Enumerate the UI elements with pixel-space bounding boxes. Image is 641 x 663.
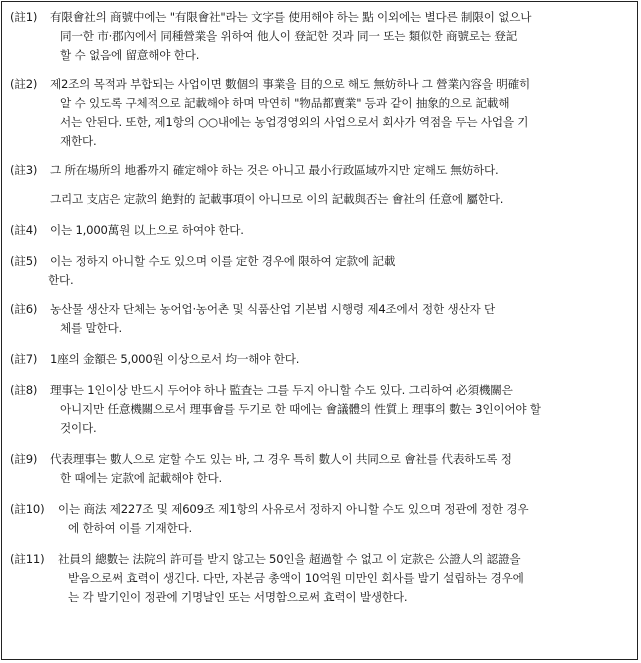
- note-line: 理事는 1인이상 반드시 두어야 하나 監査는 그를 두지 아니할 수도 있다. 그리하여 必須機關은: [50, 383, 513, 397]
- note-line: 그 所在場所의 地番까지 確定해야 하는 것은 아니고 最小行政區域까지만 定해도 無妨하다.: [50, 163, 499, 177]
- note-line: 代表理事는 數人으로 定할 수도 있는 바, 그 경우 특히 數人이 共同으로 會社를 代表하도록 정: [50, 452, 512, 466]
- note-line: 이는 정하지 아니할 수도 있으며 이를 定한 경우에 限하여 定款에 記載: [50, 254, 396, 268]
- note-line: 체를 말한다.: [60, 321, 122, 335]
- note-8: [10, 381, 629, 438]
- note-line: 재한다.: [60, 134, 97, 148]
- note-label: (註6): [10, 302, 38, 316]
- note-label: (註1): [10, 10, 38, 24]
- note-line: 받음으로써 효력이 생긴다. 다만, 자본금 총액이 10억원 미만인 회사를 발기 설립하는 경우에: [68, 571, 524, 585]
- note-line: 서는 안된다. 또한, 제1항의 ○○내에는 농업경영외의 사업으로서 회사가 역점을 두는 사업을 기: [60, 115, 529, 129]
- note-line: 할 수 없음에 留意해야 한다.: [60, 48, 200, 62]
- note-3: [10, 161, 629, 180]
- note-line: 한 때에는 定款에 記載해야 한다.: [60, 471, 222, 485]
- note-label: (註4): [10, 223, 38, 237]
- note-label: (註2): [10, 77, 38, 91]
- note-label: (註7): [10, 352, 38, 366]
- note-line: 同一한 市·郡內에서 同種營業을 위하여 他人이 登記한 것과 同一 또는 類似한 商號로는 登記: [60, 29, 518, 43]
- note-label: (註10): [10, 502, 45, 516]
- notes-content: [2, 2, 637, 607]
- note-label: (註8): [10, 383, 38, 397]
- note-paragraph: 그리고 支店은 定款의 絶對的 記載事項이 아니므로 이의 記載與否는 會社의 任意에 屬한다.: [50, 192, 504, 206]
- note-4: [10, 221, 629, 240]
- note-line: 有限會社의 商號中에는 "有限會社"라는 文字를 使用해야 하는 點 이외에는 별다른 制限이 없으나: [50, 10, 532, 24]
- note-label: (註11): [10, 552, 45, 566]
- note-line: 이는 1,000萬원 以上으로 하여야 한다.: [50, 223, 244, 237]
- note-7: [10, 350, 629, 369]
- note-line: 이는 商法 제227조 및 제609조 제1항의 사유로서 정하지 아니할 수도 있으며 정관에 정한 경우: [58, 502, 529, 516]
- note-line: 한다.: [48, 273, 74, 287]
- note-line: 에 한하여 이를 기재한다.: [68, 521, 192, 535]
- note-line: 농산물 생산자 단체는 농어업·농어촌 및 식품산업 기본법 시행령 제4조에서 정한 생산자 단: [50, 302, 495, 316]
- note-line: 1座의 金額은 5,000원 이상으로서 均一해야 한다.: [50, 352, 300, 366]
- note-3-extra: [10, 190, 629, 209]
- note-2: [10, 75, 629, 151]
- note-label: (註9): [10, 452, 38, 466]
- note-line: 제2조의 목적과 부합되는 사업이면 數個의 事業을 目的으로 해도 無妨하나 그 營業內容을 明確히: [50, 77, 531, 91]
- note-line: 社員의 總數는 法院의 許可를 받지 않고는 50인을 超過할 수 없고 이 定款은 公證人의 認證을: [58, 552, 521, 566]
- note-6: [10, 300, 629, 338]
- note-line: 것이다.: [60, 421, 97, 435]
- note-line: 아니지만 任意機關으로서 理事會를 두기로 한 때에는 會議體의 性質上 理事의 數는 3인이어야 할: [60, 402, 541, 416]
- note-5: [10, 252, 629, 290]
- note-1: [10, 8, 629, 65]
- note-line: 는 각 발기인이 정관에 기명날인 또는 서명함으로써 효력이 발생한다.: [68, 590, 408, 604]
- note-label: (註5): [10, 254, 38, 268]
- note-9: [10, 450, 629, 488]
- notes-panel: [1, 1, 638, 660]
- note-label: (註3): [10, 163, 38, 177]
- note-11: [10, 550, 629, 607]
- note-10: [10, 500, 629, 538]
- note-line: 알 수 있도록 구체적으로 記載해야 하며 막연히 "物品都賣業" 등과 같이 抽象的으로 記載해: [60, 96, 510, 110]
